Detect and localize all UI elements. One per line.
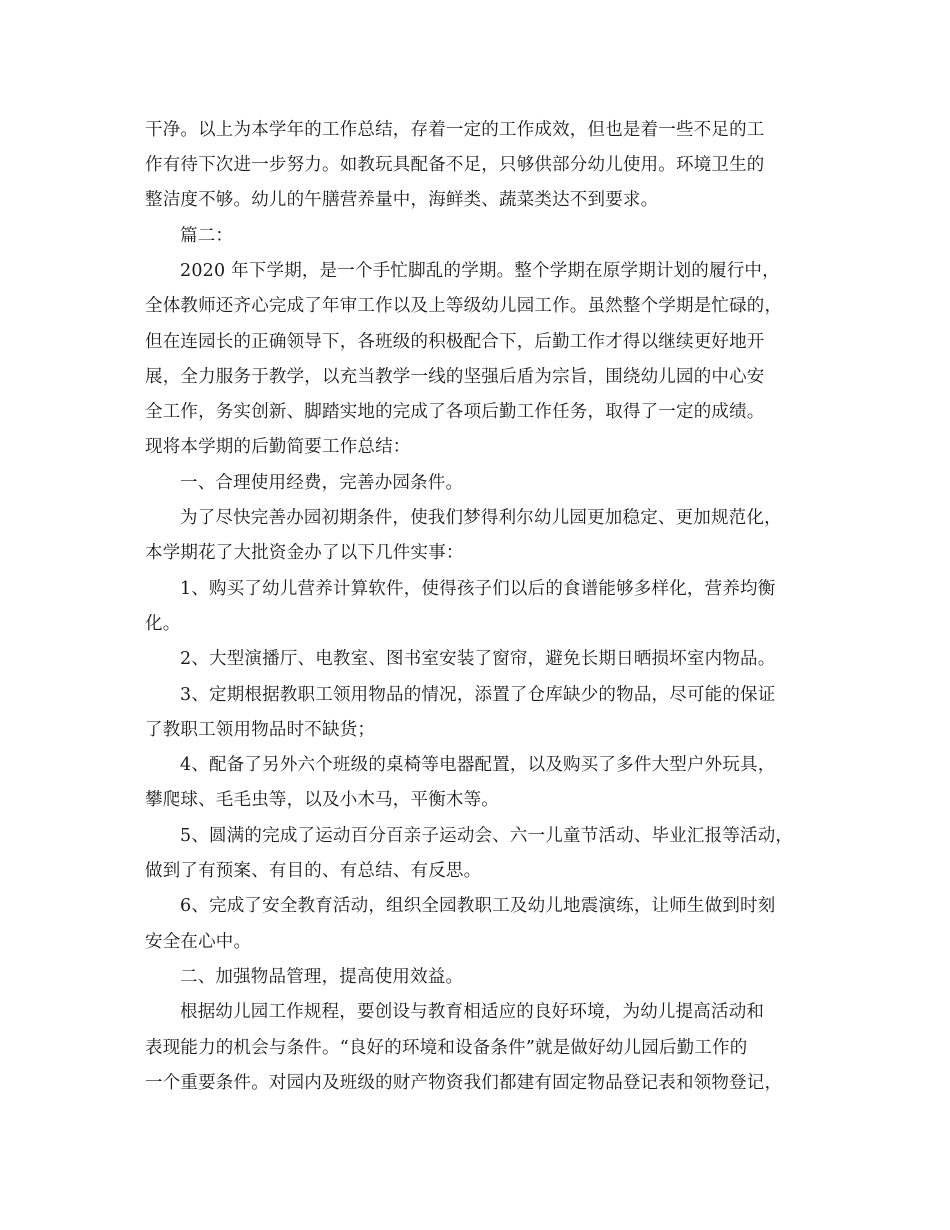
section-heading: 篇二： (180, 226, 234, 246)
text-line: 作有待下次进一步努力。如教玩具配备不足，只够供部分幼儿使用。环境卫生的 (145, 155, 765, 175)
text-line: 化。 (145, 614, 181, 634)
text-line: 2020 年下学期，是一个手忙脚乱的学期。整个学期在原学期计划的履行中， (180, 261, 780, 281)
list-item: 2、大型演播厅、电教室、图书室安装了窗帘，避免长期日晒损坏室内物品。 (180, 649, 776, 669)
list-item: 1、购买了幼儿营养计算软件，使得孩子们以后的食谱能够多样化，营养均衡 (180, 579, 776, 599)
text-line: 攀爬球、毛毛虫等，以及小木马，平衡木等。 (145, 790, 499, 810)
section-heading: 二、加强物品管理，提高使用效益。 (180, 967, 464, 987)
section-heading: 一、合理使用经费，完善办园条件。 (180, 473, 464, 493)
text-line: 全工作，务实创新、脚踏实地的完成了各项后勤工作任务，取得了一定的成绩。 (145, 402, 765, 422)
text-line: 表现能力的机会与条件。“良好的环境和设备条件”就是做好幼儿园后勤工作的 (145, 1038, 748, 1058)
text-line: 现将本学期的后勤简要工作总结： (145, 437, 411, 457)
text-line: 做到了有预案、有目的、有总结、有反思。 (145, 861, 482, 881)
text-line: 一个重要条件。对园内及班级的财产物资我们都建有固定物品登记表和领物登记， (145, 1073, 783, 1093)
text-line: 根据幼儿园工作规程，要创设与教育相适应的良好环境，为幼儿提高活动和 (180, 1002, 765, 1022)
text-line: 但在连园长的正确领导下，各班级的积极配合下，后勤工作才得以继续更好地开 (145, 332, 765, 352)
text-line: 本学期花了大批资金办了以下几件实事： (145, 543, 464, 563)
list-item: 6、完成了安全教育活动，组织全园教职工及幼儿地震演练，让师生做到时刻 (180, 896, 776, 916)
list-item: 3、定期根据教职工领用物品的情况，添置了仓库缺少的物品，尽可能的保证 (180, 685, 776, 705)
text-line: 展，全力服务于教学，以充当教学一线的坚强后盾为宗旨，围绕幼儿园的中心安 (145, 367, 765, 387)
text-line: 干净。以上为本学年的工作总结，存着一定的工作成效，但也是着一些不足的工 (145, 120, 765, 140)
list-item: 5、圆满的完成了运动百分百亲子运动会、六一儿童节活动、毕业汇报等活动， (180, 826, 794, 846)
text-line: 整洁度不够。幼儿的午膳营养量中，海鲜类、蔬菜类达不到要求。 (145, 190, 659, 210)
text-line: 为了尽快完善办园初期条件，使我们梦得利尔幼儿园更加稳定、更加规范化， (180, 508, 782, 528)
list-item: 4、配备了另外六个班级的桌椅等电器配置，以及购买了多件大型户外玩具， (180, 755, 776, 775)
text-line: 全体教师还齐心完成了年审工作以及上等级幼儿园工作。虽然整个学期是忙碌的， (145, 296, 783, 316)
text-line: 安全在心中。 (145, 932, 252, 952)
text-line: 了教职工领用物品时不缺货； (145, 720, 376, 740)
